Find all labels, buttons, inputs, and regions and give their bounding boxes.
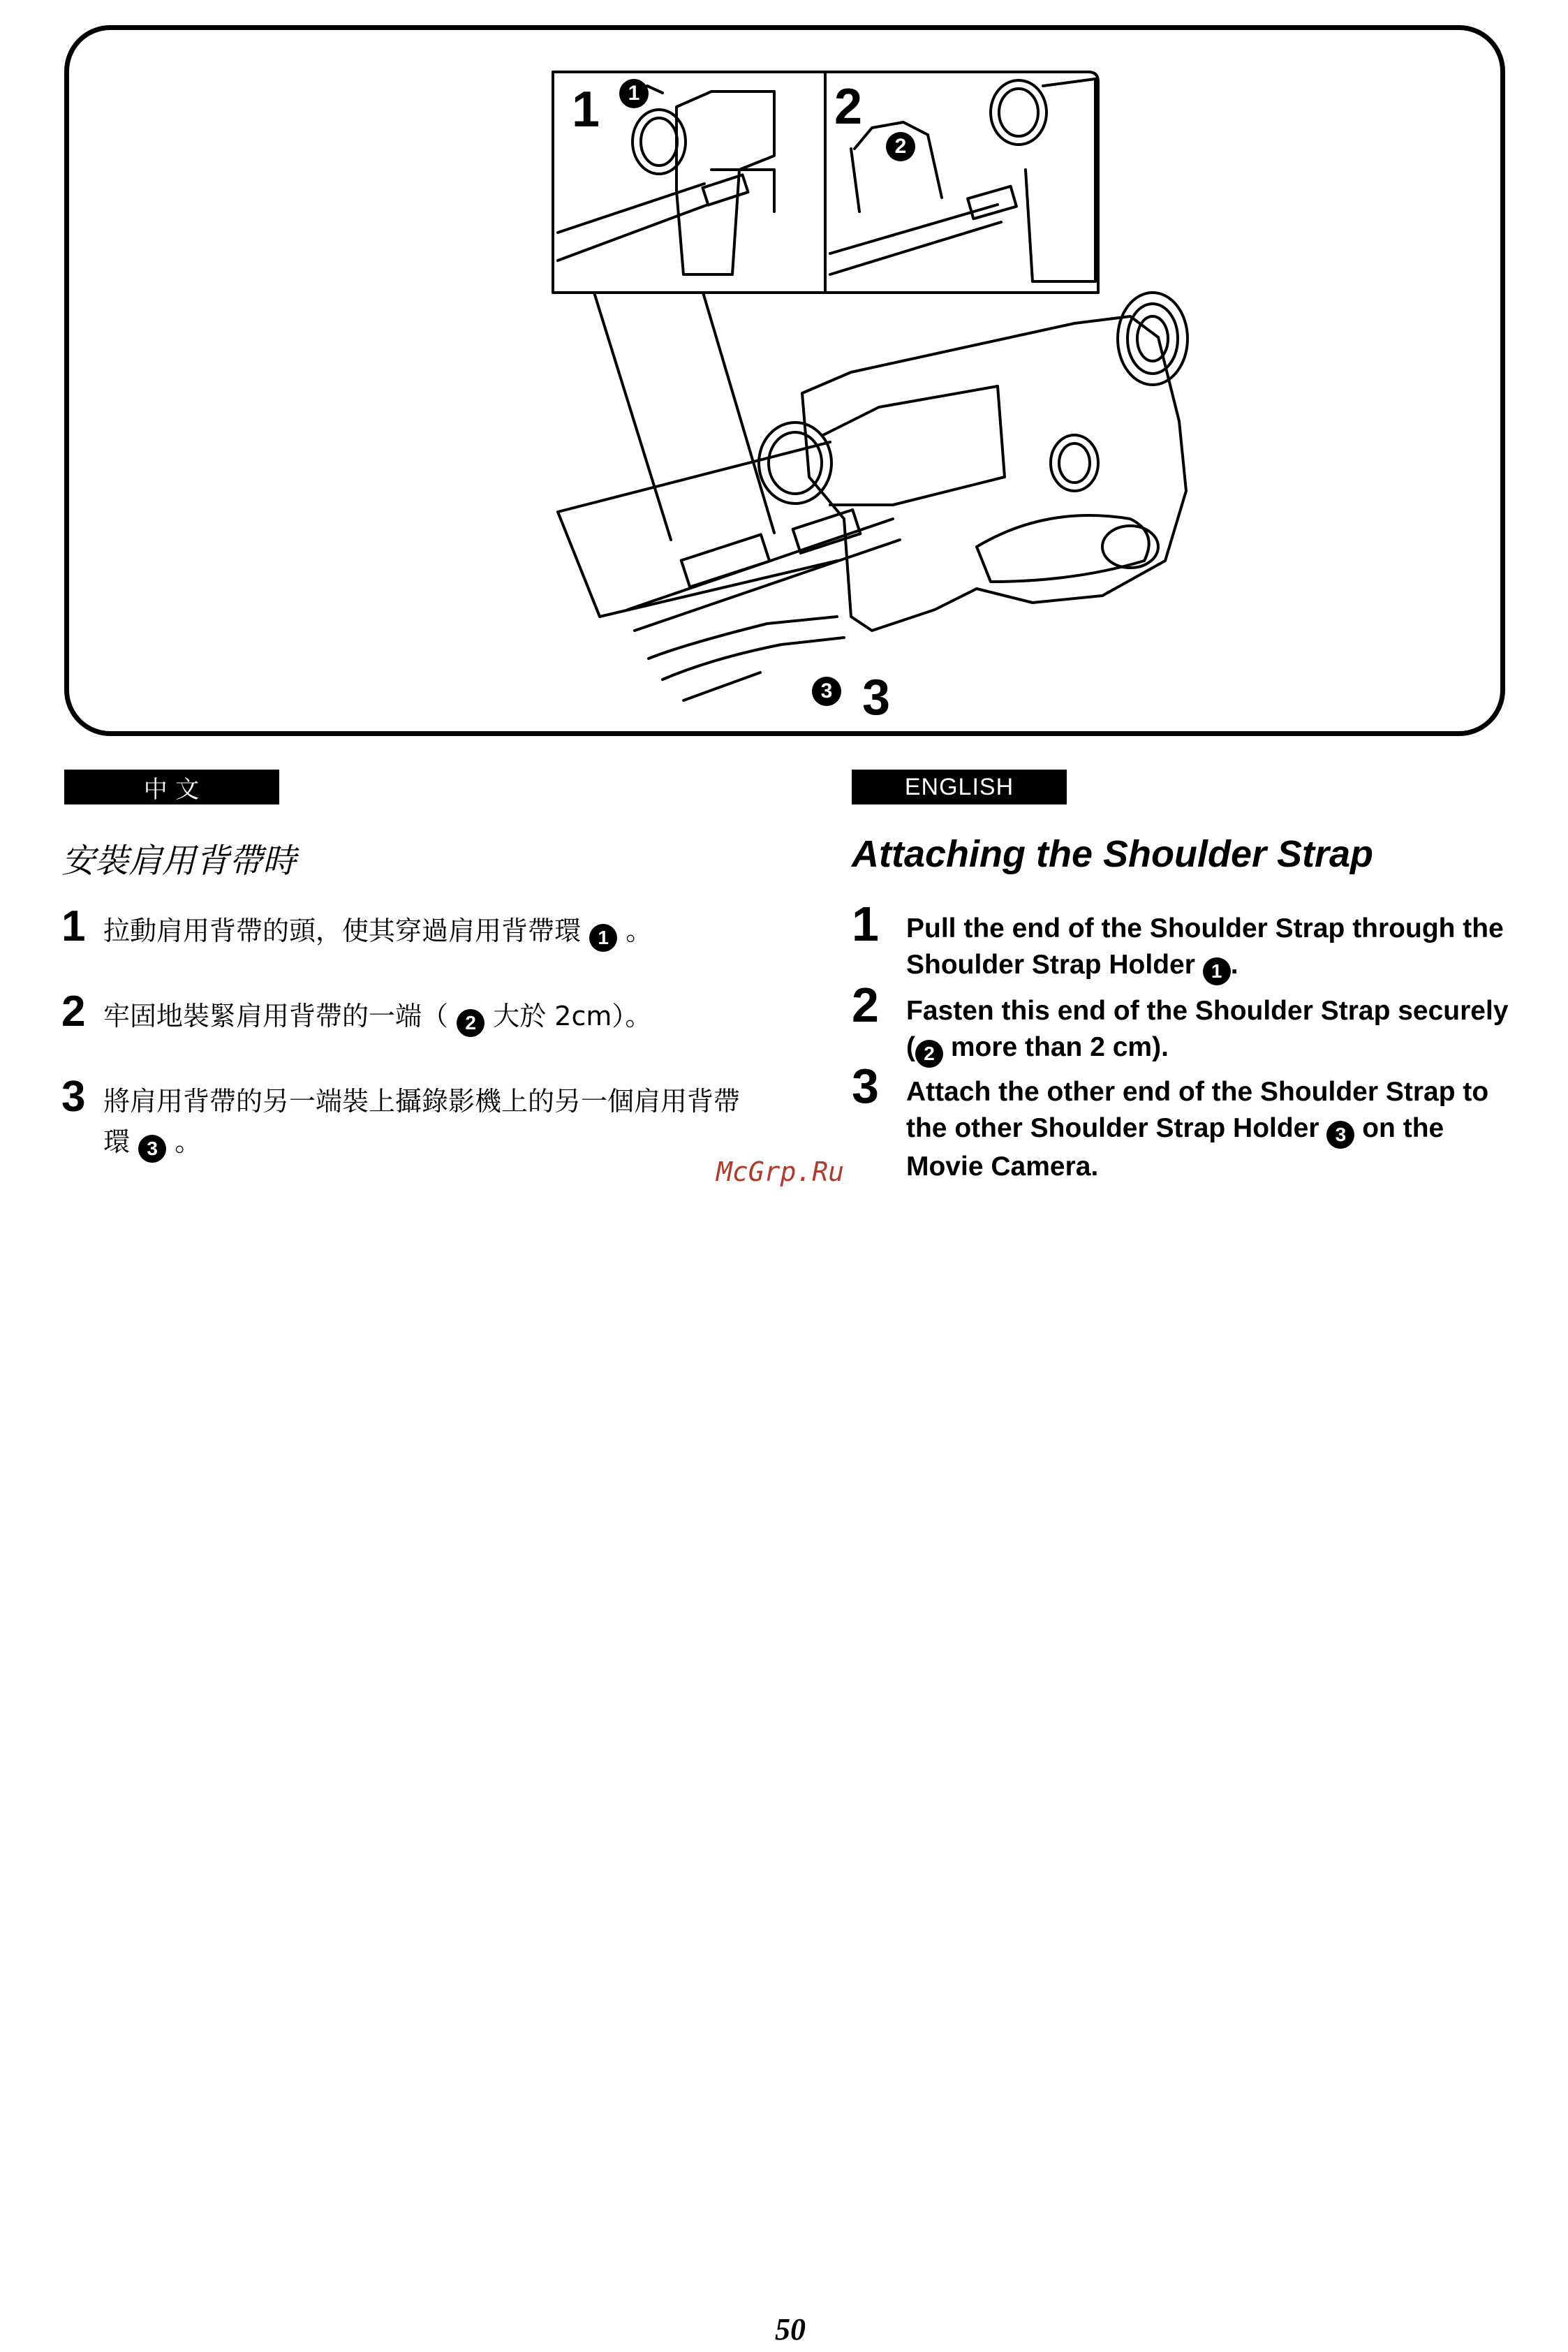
- en-step-3-callout: 3: [1326, 1121, 1354, 1149]
- en-step-1-before: Pull the end of the Shoulder Strap through the Shoulder Strap Holder: [906, 913, 1504, 980]
- zh-step-2-before: 牢固地裝緊肩用背帶的一端（: [103, 1001, 449, 1031]
- zh-step-number-1: 1: [61, 902, 86, 950]
- zh-step-2-text: [103, 996, 760, 1037]
- zh-step-1-callout: 1: [589, 924, 617, 952]
- zh-step-1-text: [103, 911, 760, 952]
- callout-2: 2: [886, 132, 915, 161]
- callout-3: 3: [812, 677, 841, 706]
- zh-step-2-callout: 2: [457, 1009, 485, 1037]
- zh-step-number-2: 2: [61, 987, 86, 1036]
- en-step-1-text: [906, 911, 1521, 985]
- chinese-section-title: 安裝肩用背帶時: [61, 841, 297, 881]
- en-step-1-after: .: [1230, 950, 1238, 980]
- chinese-language-tag: 中 文: [64, 770, 279, 804]
- en-step-3-after: on the Movie Camera.: [906, 1113, 1444, 1182]
- en-step-2-callout: 2: [915, 1040, 943, 1068]
- camera-illustration-icon: [69, 30, 1500, 731]
- main-label-3: 3: [862, 670, 891, 726]
- en-step-3-text: [906, 1074, 1521, 1185]
- en-step-1-callout: 1: [1203, 957, 1231, 985]
- callout-1: 1: [619, 79, 649, 108]
- illustration-frame: [64, 25, 1505, 736]
- en-step-2-after: more than 2 cm).: [943, 1032, 1169, 1062]
- page-number: 50: [775, 2312, 806, 2346]
- zh-step-1-after: 。: [626, 916, 653, 946]
- en-step-3-before: Attach the other end of the Shoulder Strap to the other Shoulder Strap Holder: [906, 1077, 1489, 1143]
- zh-step-2-after: 大於 2cm）。: [493, 1001, 652, 1031]
- watermark: McGrp.Ru: [716, 1156, 845, 1187]
- english-section-title: Attaching the Shoulder Strap: [852, 833, 1374, 875]
- zh-step-3-before: 將肩用背帶的另一端裝上攝錄影機上的另一個肩用背帶環: [103, 1086, 741, 1157]
- inset-label-2: 2: [834, 79, 863, 135]
- en-step-number-3: 3: [852, 1059, 879, 1113]
- zh-step-number-3: 3: [61, 1073, 86, 1121]
- zh-step-3-callout: 3: [138, 1135, 166, 1163]
- en-step-number-2: 2: [852, 978, 879, 1032]
- en-step-number-1: 1: [852, 897, 879, 951]
- en-step-2-text: [906, 993, 1521, 1068]
- zh-step-3-after: 。: [175, 1126, 202, 1157]
- zh-step-3-text: [103, 1081, 746, 1163]
- zh-step-1-before: 拉動肩用背帶的頭，使其穿過肩用背帶環: [103, 916, 582, 946]
- inset-label-1: 1: [572, 82, 600, 138]
- en-step-2-before: Fasten this end of the Shoulder Strap securely (: [906, 996, 1509, 1062]
- english-language-tag: ENGLISH: [852, 770, 1067, 804]
